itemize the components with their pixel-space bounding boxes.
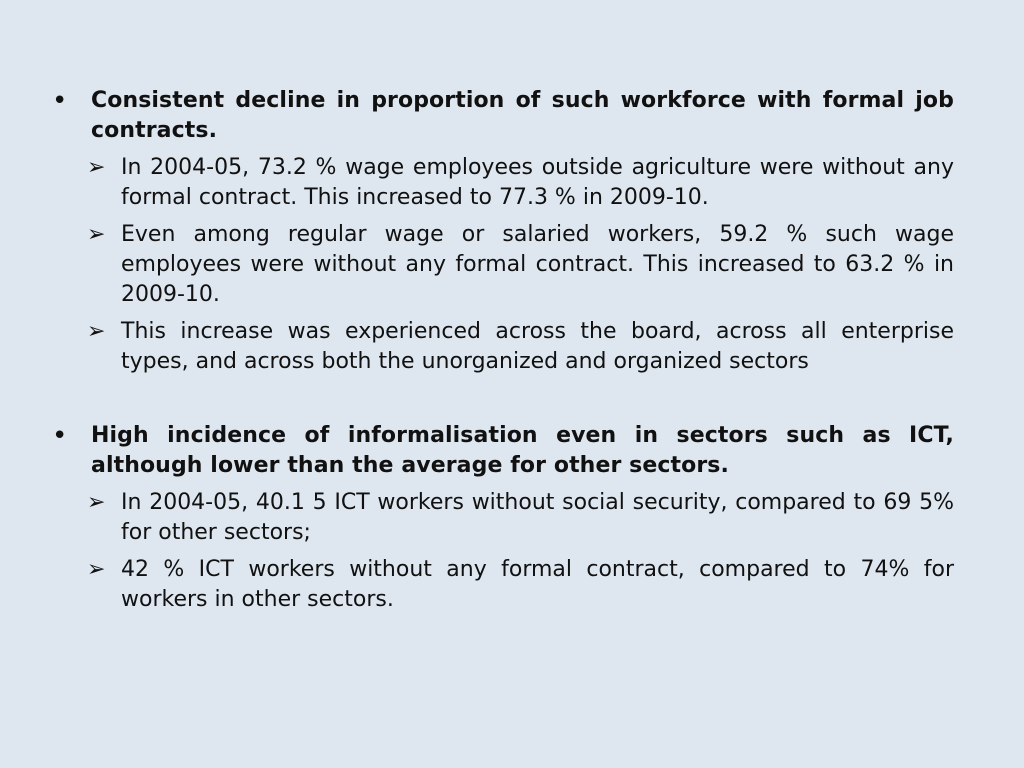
subitem xyxy=(87,555,954,615)
subitem-text: In 2004-05, 40.1 5 ICT workers without social security, compared to 69 5% for other sectors; xyxy=(121,490,954,545)
arrow-bullet-icon: ➢ xyxy=(87,490,106,515)
bullet-heading: Consistent decline in proportion of such workforce with formal job contracts. xyxy=(91,88,954,143)
bullet-body xyxy=(87,421,954,615)
arrow-bullet-icon: ➢ xyxy=(87,319,106,344)
arrow-bullet-icon: ➢ xyxy=(87,222,106,247)
subitem xyxy=(87,488,954,548)
subitem xyxy=(87,153,954,213)
bullet-dot-icon: • xyxy=(52,421,68,451)
bullet-body xyxy=(87,86,954,377)
bullet-ict-informalisation xyxy=(52,421,954,615)
subitem-text: 42 % ICT workers without any formal contract, compared to 74% for workers in other sectors. xyxy=(121,557,954,612)
subitem-text: Even among regular wage or salaried workers, 59.2 % such wage employees were without any formal contract. This increased to 63.2 % in 2009-10. xyxy=(121,222,954,307)
bullet-heading: High incidence of informalisation even in sectors such as ICT, although lower than the average for other sectors. xyxy=(91,423,954,478)
bullet-formal-contracts xyxy=(52,86,954,377)
subitem xyxy=(87,317,954,377)
slide-content xyxy=(52,86,954,615)
subitem xyxy=(87,220,954,310)
subitem-text: In 2004-05, 73.2 % wage employees outside agriculture were without any formal contract. This increased to 77.3 % in 2009-10. xyxy=(121,155,954,210)
subitem-text: This increase was experienced across the board, across all enterprise types, and across both the unorganized and organized sectors xyxy=(121,319,954,374)
arrow-bullet-icon: ➢ xyxy=(87,155,106,180)
subitem-list xyxy=(87,488,954,615)
bullet-dot-icon: • xyxy=(52,86,68,116)
arrow-bullet-icon: ➢ xyxy=(87,557,106,582)
subitem-list xyxy=(87,153,954,377)
